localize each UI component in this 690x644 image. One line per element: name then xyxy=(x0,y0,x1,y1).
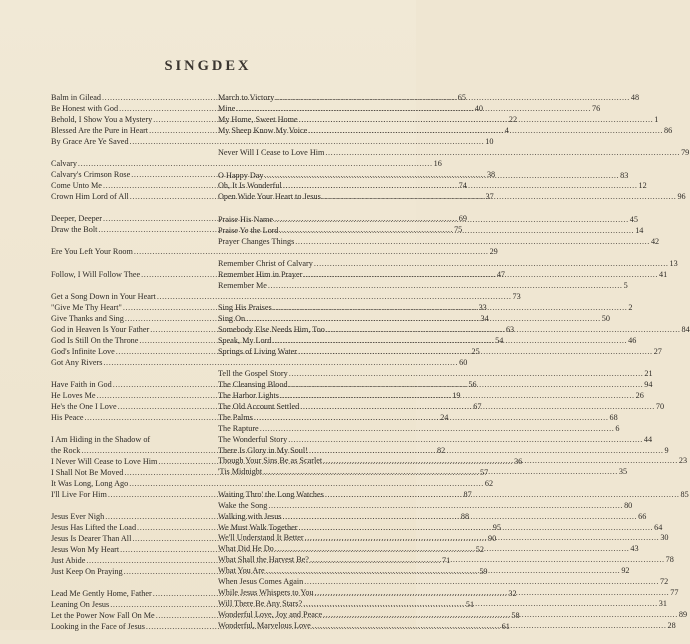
dot-leader xyxy=(280,391,635,402)
dot-leader xyxy=(315,588,670,599)
dot-leader xyxy=(266,566,621,577)
index-entry xyxy=(51,136,494,148)
dot-leader xyxy=(295,237,650,248)
page-number: 84 xyxy=(681,325,690,334)
page-number: 26 xyxy=(635,391,644,401)
page-number: 33 xyxy=(478,303,487,313)
song-title: Springs of Living Water xyxy=(218,346,298,356)
page-number: 23 xyxy=(678,456,688,466)
index-entry xyxy=(218,125,673,137)
song-title: My Home, Sweet Home xyxy=(218,114,298,124)
dot-leader xyxy=(303,270,658,281)
page-number: 37 xyxy=(485,191,494,201)
song-title: March to Victory xyxy=(218,93,275,102)
page-number: 87 xyxy=(463,489,472,499)
song-title: Mine xyxy=(218,103,236,113)
dot-leader xyxy=(288,435,643,446)
page-number: 54 xyxy=(495,335,504,345)
dot-leader xyxy=(283,181,638,192)
song-title: "Give Me Thy Heart" xyxy=(51,303,122,313)
song-title: Got Any Rivers xyxy=(51,357,103,367)
page-number: 40 xyxy=(474,103,483,113)
page-number: 90 xyxy=(488,534,497,543)
page-number: 96 xyxy=(677,192,686,202)
song-title: Open Wide Your Heart to Jesus xyxy=(218,192,321,202)
song-title: Come Unto Me xyxy=(51,180,102,190)
page-number: 29 xyxy=(489,247,498,257)
page-number: 42 xyxy=(650,236,660,246)
song-title: Ere You Left Your Room xyxy=(51,247,133,257)
index-entry xyxy=(51,478,494,490)
index-entry xyxy=(218,423,620,435)
song-title: Jesus Ever Nigh xyxy=(51,512,105,522)
dot-leader xyxy=(236,104,591,115)
song-title: Looking in the Face of Jesus xyxy=(51,621,145,631)
page-number: 71 xyxy=(442,555,451,565)
song-title: Be Honest with God xyxy=(51,103,119,113)
page-number: 12 xyxy=(638,181,647,191)
song-title: Jesus Won My Heart xyxy=(51,544,120,554)
dot-leader xyxy=(314,259,669,270)
dot-leader xyxy=(268,501,623,512)
page-number: 44 xyxy=(643,434,653,444)
song-title: Though Your Sins Be as Scarlet xyxy=(218,456,323,466)
song-title: I Shall Not Be Moved xyxy=(51,467,124,477)
song-title: I Am Hiding in the Shadow of xyxy=(51,435,151,445)
song-title: The Rapture xyxy=(218,423,259,433)
dot-leader xyxy=(246,314,601,325)
song-title: I Never Will Cease to Love Him xyxy=(51,457,158,467)
song-title: What You Are xyxy=(218,566,265,576)
page-number: 57 xyxy=(480,467,489,477)
index-entry xyxy=(218,258,678,270)
dot-leader xyxy=(322,192,677,203)
page-number: 32 xyxy=(508,589,517,599)
page-number: 62 xyxy=(484,478,494,488)
dot-leader xyxy=(303,599,658,610)
dot-leader xyxy=(298,523,653,534)
index-entry xyxy=(218,280,628,292)
dot-leader xyxy=(308,126,663,137)
song-title: I'll Live For Him xyxy=(51,489,107,499)
page-number: 67 xyxy=(473,401,482,411)
song-title: Sing His Praises xyxy=(218,303,272,313)
song-title: We'll Understand It Better xyxy=(218,533,304,543)
dot-leader xyxy=(254,413,609,424)
index-entry xyxy=(218,577,669,588)
dot-leader xyxy=(274,215,629,226)
page-number: 95 xyxy=(492,523,501,533)
song-title: God's Infinite Love xyxy=(51,346,115,356)
song-title: Wonderful, Marvelous Love xyxy=(218,620,311,630)
page-number: 72 xyxy=(659,577,669,587)
page-number: 78 xyxy=(665,555,674,565)
index-entry xyxy=(51,357,468,369)
song-title: My Sheep Know My Voice xyxy=(218,125,308,135)
page-number: 21 xyxy=(644,369,653,379)
page-number: 52 xyxy=(475,544,484,554)
page-number: 92 xyxy=(621,566,630,576)
page-number: 64 xyxy=(654,522,663,532)
song-title: Just Abide xyxy=(51,555,86,565)
page-number: 85 xyxy=(680,489,689,499)
page-number: 65 xyxy=(457,93,466,102)
song-title: The Wonderful Story xyxy=(218,434,288,444)
song-title: Balm in Gilead xyxy=(51,93,102,102)
page-number: 50 xyxy=(601,314,610,324)
page-number: 66 xyxy=(638,511,647,521)
page-number: 6 xyxy=(615,423,620,433)
dot-leader xyxy=(299,115,654,126)
page-number: 61 xyxy=(501,621,510,631)
song-title: Leaning On Jesus xyxy=(51,600,110,610)
page-number: 36 xyxy=(514,457,523,467)
song-title: the Rock xyxy=(51,446,81,456)
song-title: The Cleansing Blood xyxy=(218,380,288,390)
page-number: 25 xyxy=(471,346,480,356)
page-number: 89 xyxy=(678,609,688,619)
index-entry xyxy=(218,500,633,512)
song-title: O Happy Day xyxy=(218,170,264,180)
page-number: 77 xyxy=(670,587,679,597)
page-number: 51 xyxy=(465,600,475,610)
dot-leader xyxy=(268,281,623,292)
page-number: 59 xyxy=(479,566,488,576)
page-number: 16 xyxy=(433,159,442,169)
song-title: Deeper, Deeper xyxy=(51,214,103,224)
dot-leader xyxy=(312,621,667,632)
song-title: Get a Song Down in Your Heart xyxy=(51,292,156,302)
dot-leader xyxy=(275,544,630,555)
song-title: Remember Christ of Calvary xyxy=(218,258,313,268)
index-group xyxy=(51,247,498,258)
song-title: The Palms xyxy=(218,412,253,422)
song-title: By Grace Are Ye Saved xyxy=(51,136,129,146)
page-title: SINGDEX xyxy=(164,58,252,74)
song-title: Just Keep On Praying xyxy=(51,566,123,576)
page-number: 2 xyxy=(628,303,633,313)
dot-leader xyxy=(260,424,615,435)
dot-leader xyxy=(300,402,655,413)
page-number: 24 xyxy=(440,412,449,422)
song-title: Remember Me xyxy=(218,280,267,290)
page-number: 38 xyxy=(486,169,496,179)
page-number: 46 xyxy=(628,335,637,345)
song-title: Crown Him Lord of All xyxy=(51,191,129,201)
song-title: Draw the Bolt xyxy=(51,225,98,235)
page-number: 47 xyxy=(496,269,506,279)
song-title: Will There Be Any Stars? xyxy=(218,598,303,608)
page-number: 74 xyxy=(458,180,467,190)
dot-leader xyxy=(289,369,644,380)
dot-leader xyxy=(325,148,680,159)
song-title: Jesus Has Lifted the Load xyxy=(51,523,137,533)
song-title: Wonderful Love, Joy and Peace xyxy=(218,609,323,619)
dot-leader xyxy=(305,533,660,544)
page-number: 1 xyxy=(654,114,659,124)
dot-leader xyxy=(289,380,644,391)
song-title: Calvary xyxy=(51,159,77,169)
page-number: 4 xyxy=(504,125,509,135)
song-title: Somebody Else Needs Him, Too xyxy=(218,325,325,334)
page-number: 13 xyxy=(669,258,678,268)
song-title: Walking with Jesus xyxy=(218,511,282,521)
dot-leader xyxy=(264,171,619,182)
song-title: Behold, I Show You a Mystery xyxy=(51,114,153,124)
song-title: Praise His Name xyxy=(218,214,274,224)
page-number: 63 xyxy=(505,325,515,334)
song-title: We Must Walk Together xyxy=(218,522,298,532)
song-title: The Harbor Lights xyxy=(218,391,279,401)
index-entry xyxy=(51,159,442,170)
page-number: 58 xyxy=(511,610,520,620)
page-number: 45 xyxy=(629,214,638,224)
song-title: Lead Me Gently Home, Father xyxy=(51,589,152,599)
dot-leader xyxy=(310,555,665,566)
song-title: What Did He Do xyxy=(218,544,274,554)
page-number: 75 xyxy=(454,225,463,235)
page-number: 19 xyxy=(452,391,461,401)
song-title: Blessed Are the Pure in Heart xyxy=(51,125,149,135)
page-number: 79 xyxy=(681,148,690,158)
song-title: He's the One I Love xyxy=(51,401,117,411)
page-number: 73 xyxy=(512,292,521,302)
page-number: 70 xyxy=(655,401,665,411)
song-title: Calvary's Crimson Rose xyxy=(51,169,131,179)
page-number: 82 xyxy=(437,446,446,456)
index-entry xyxy=(218,236,660,248)
song-title: 'Tis Midnight xyxy=(218,467,263,477)
song-title: Let the Power Now Fall On Me xyxy=(51,610,155,620)
song-title: Waiting Thro' the Long Watches xyxy=(218,489,324,499)
page-number: 43 xyxy=(630,544,639,554)
page-number: 14 xyxy=(635,225,644,235)
index-entry xyxy=(218,369,653,380)
song-title: Jesus Is Dearer Than All xyxy=(51,534,132,543)
page-number: 56 xyxy=(468,380,477,390)
song-title: What Shall the Harvest Be? xyxy=(218,555,309,565)
index-entry xyxy=(51,247,498,258)
song-title: Follow, I Will Follow Thee xyxy=(51,269,141,279)
song-title: While Jesus Whispers to You xyxy=(218,587,314,597)
song-title: He Loves Me xyxy=(51,391,96,401)
page-number: 22 xyxy=(508,114,518,124)
song-title: Oh, It Is Wonderful xyxy=(218,181,282,191)
page-number: 88 xyxy=(460,512,470,522)
dot-leader xyxy=(309,446,664,457)
song-title: God Is Still On the Throne xyxy=(51,335,139,345)
page-number: 76 xyxy=(591,103,601,113)
index-entry xyxy=(51,292,521,303)
dot-leader xyxy=(323,610,678,621)
page-number: 10 xyxy=(485,136,494,146)
song-title: Prayer Changes Things xyxy=(218,236,295,246)
dot-leader xyxy=(273,303,628,314)
song-title: Remember Him in Prayer xyxy=(218,269,303,279)
song-title: Tell the Gospel Story xyxy=(218,369,288,379)
page-number: 31 xyxy=(658,598,667,608)
page-number: 35 xyxy=(618,467,628,477)
page-number: 34 xyxy=(480,314,489,324)
song-title: Wake the Song xyxy=(218,500,268,510)
dot-leader xyxy=(298,347,653,358)
page-number: 41 xyxy=(659,269,668,279)
dot-leader xyxy=(272,336,627,347)
song-title: Sing On xyxy=(218,314,246,324)
page-number: 28 xyxy=(667,620,676,630)
song-title: Have Faith in God xyxy=(51,380,112,390)
page-number: 80 xyxy=(624,500,633,510)
page-number: 68 xyxy=(609,412,618,422)
dot-leader xyxy=(326,325,681,336)
page-number: 48 xyxy=(630,93,640,102)
dot-leader xyxy=(275,93,630,104)
dot-leader xyxy=(304,577,659,588)
song-title: His Peace xyxy=(51,412,84,422)
page-number: 60 xyxy=(459,357,468,367)
page-number: 5 xyxy=(623,280,628,290)
song-title: God in Heaven Is Your Father xyxy=(51,325,150,334)
page-number: 86 xyxy=(664,125,673,135)
page-number: 27 xyxy=(653,346,662,356)
song-title: When Jesus Comes Again xyxy=(218,577,304,587)
page-number: 94 xyxy=(644,380,653,390)
dot-leader xyxy=(280,226,635,237)
dot-leader xyxy=(263,467,618,478)
song-title: Speak, My Lord xyxy=(218,335,272,345)
song-title: It Was Long, Long Ago xyxy=(51,478,129,488)
song-title: There Is Glory in My Soul! xyxy=(218,445,308,455)
song-title: Never Will I Cease to Love Him xyxy=(218,148,325,158)
dot-leader xyxy=(323,456,678,467)
dot-leader xyxy=(282,512,637,523)
dot-leader xyxy=(325,490,680,501)
index-group xyxy=(218,148,690,159)
index-entry xyxy=(51,435,209,446)
page-number: 83 xyxy=(620,170,629,180)
page-number: 69 xyxy=(458,214,467,224)
song-title: The Old Account Settled xyxy=(218,401,300,411)
index-entry xyxy=(218,148,690,159)
page-number: 30 xyxy=(660,533,669,543)
song-title: Give Thanks and Sing xyxy=(51,314,124,324)
index-entry xyxy=(218,434,653,446)
page-number: 9 xyxy=(664,445,669,455)
song-title: Praise Ye the Lord xyxy=(218,225,279,235)
